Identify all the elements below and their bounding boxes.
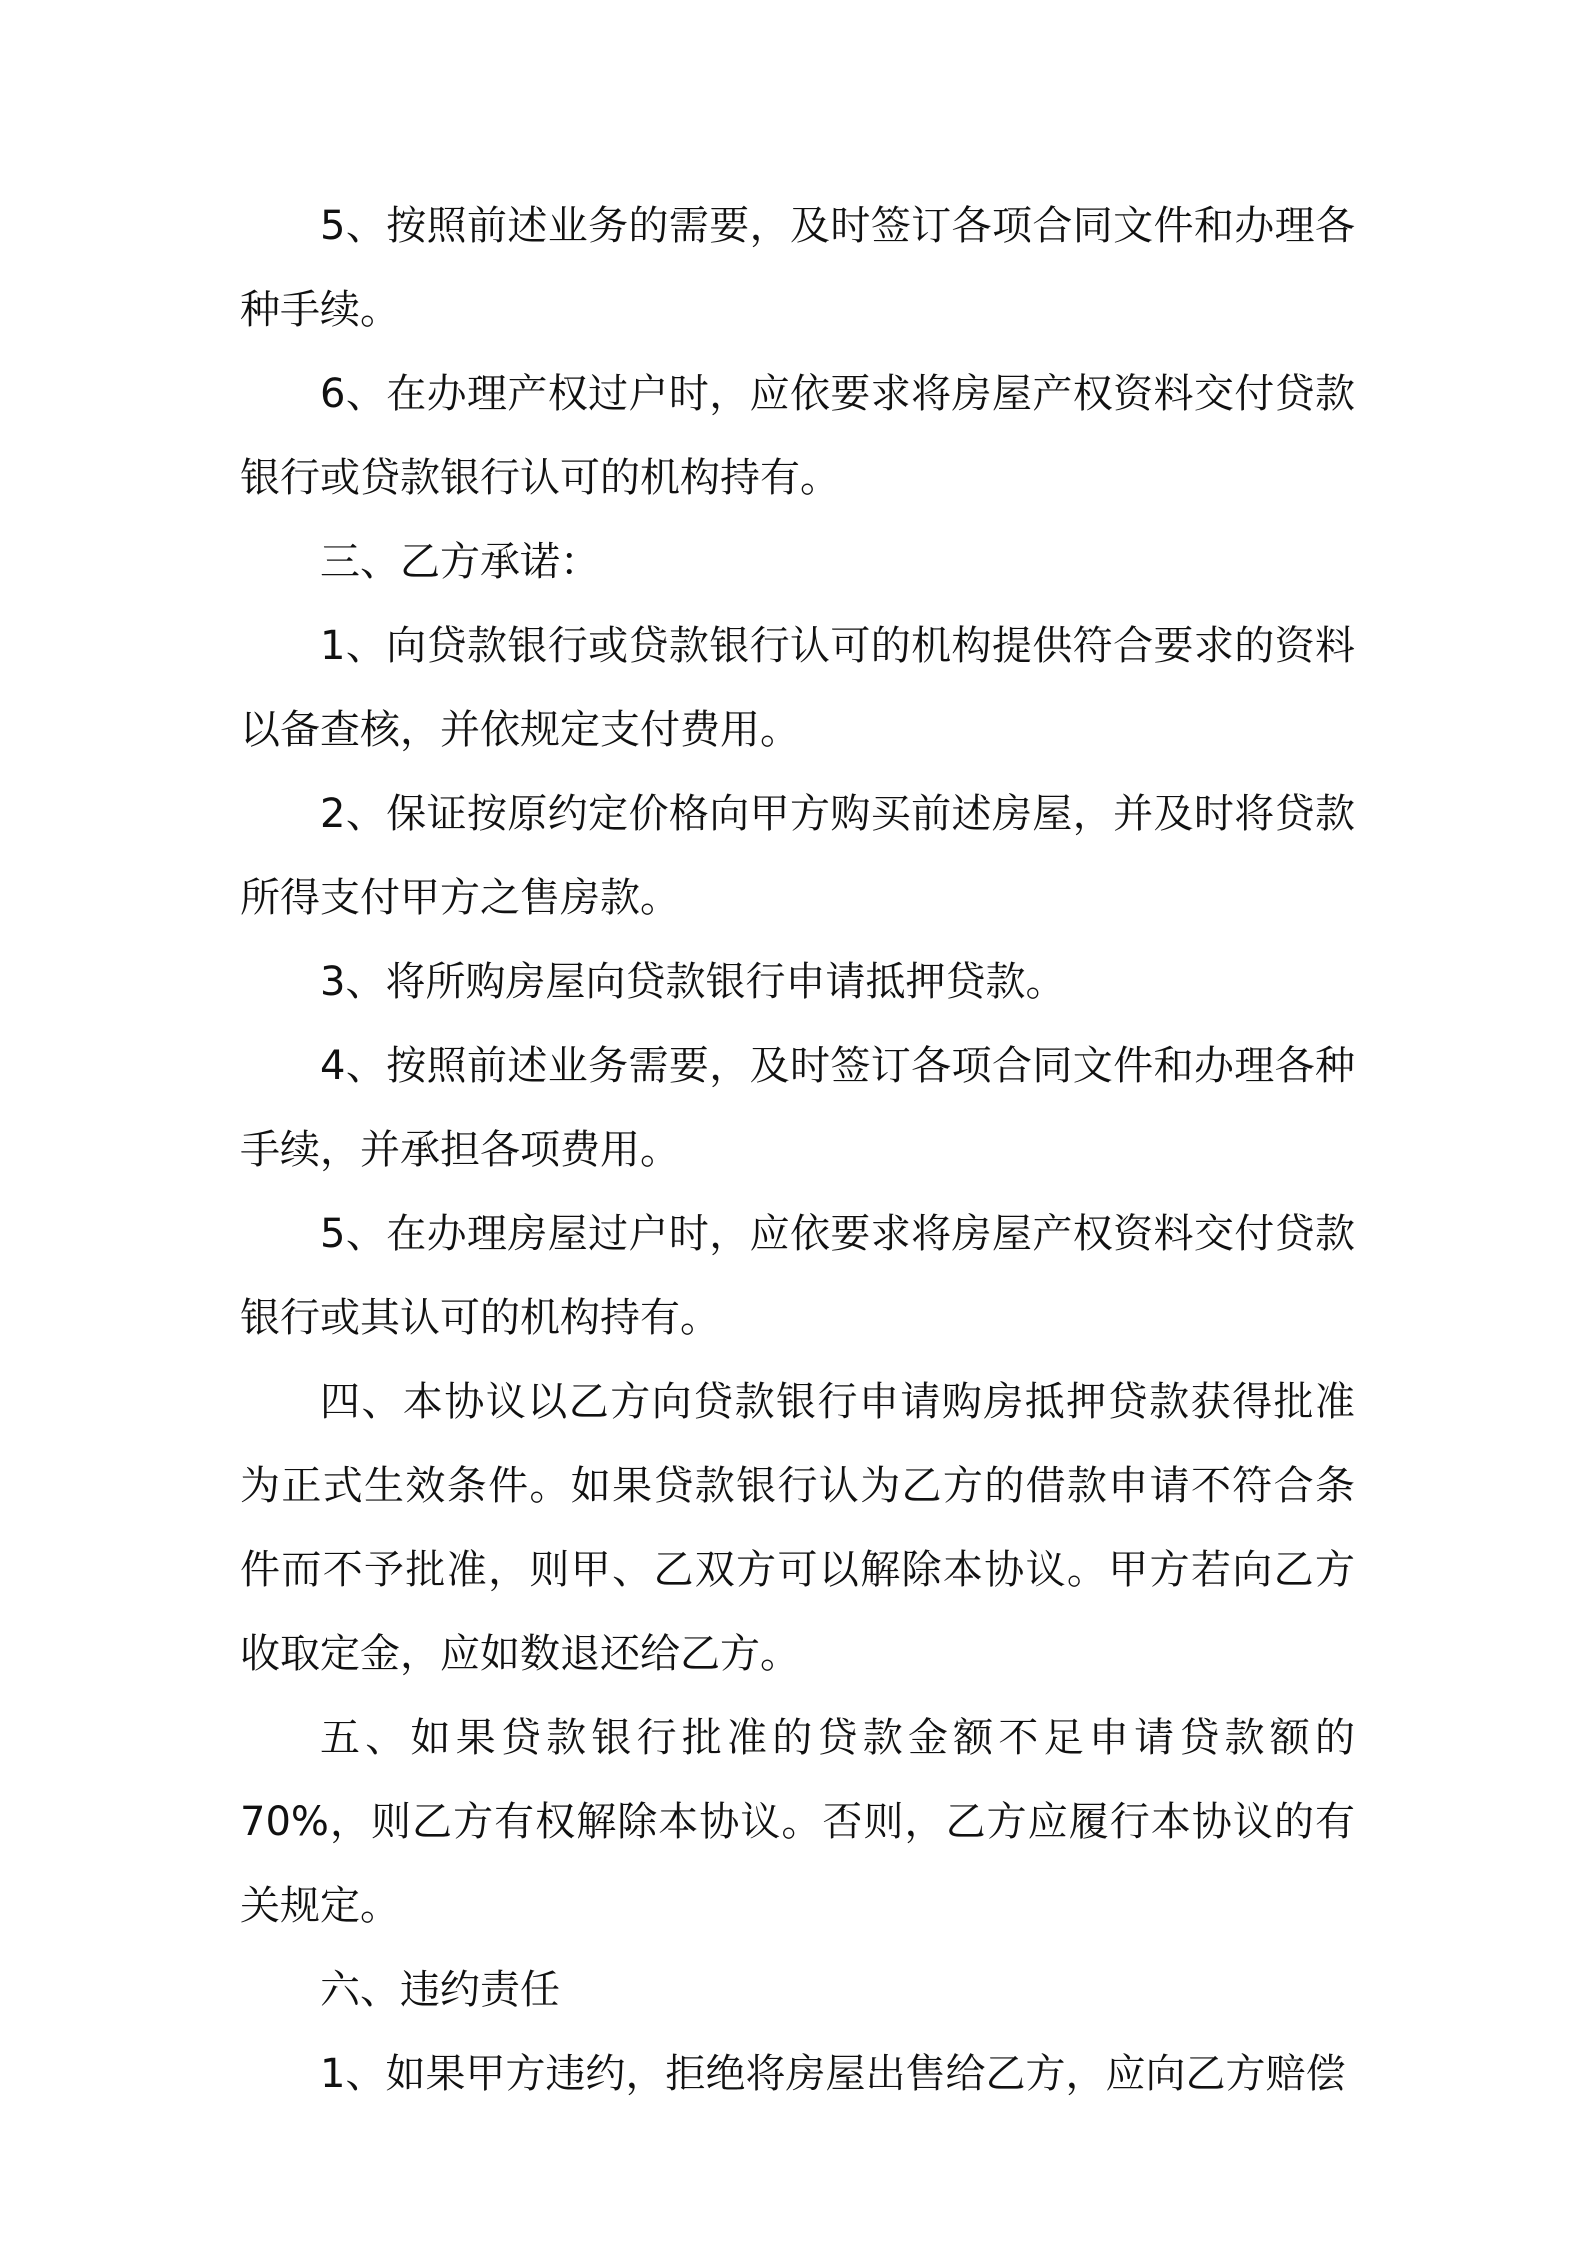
paragraph: 4、按照前述业务需要，及时签订各项合同文件和办理各种手续，并承担各项费用。 (240, 1043, 1355, 1173)
paragraph: 2、保证按原约定价格向甲方购买前述房屋，并及时将贷款所得支付甲方之售房款。 (240, 791, 1355, 921)
document-page (240, 184, 1355, 2116)
section-heading: 三、乙方承诺： (320, 539, 600, 585)
paragraph: 1、向贷款银行或贷款银行认可的机构提供符合要求的资料以备查核，并依规定支付费用。 (240, 623, 1355, 753)
paragraph: 6、在办理产权过户时，应依要求将房屋产权资料交付贷款银行或贷款银行认可的机构持有。 (240, 371, 1355, 501)
paragraph: 5、按照前述业务的需要，及时签订各项合同文件和办理各种手续。 (240, 203, 1355, 333)
paragraph: 5、在办理房屋过户时，应依要求将房屋产权资料交付贷款银行或其认可的机构持有。 (240, 1211, 1355, 1341)
section-paragraph: 五、如果贷款银行批准的贷款金额不足申请贷款额的 70%，则乙方有权解除本协议。否则，乙方应履行本协议的有关规定。 (240, 1715, 1355, 1929)
section-heading: 六、违约责任 (320, 1967, 560, 2013)
section-paragraph: 四、本协议以乙方向贷款银行申请购房抵押贷款获得批准为正式生效条件。如果贷款银行认为乙方的借款申请不符合条件而不予批准，则甲、乙双方可以解除本协议。甲方若向乙方收取定金，应如数退还给乙方。 (240, 1379, 1355, 1677)
paragraph: 3、将所购房屋向贷款银行申请抵押贷款。 (320, 959, 1066, 1005)
paragraph: 1、如果甲方违约，拒绝将房屋出售给乙方，应向乙方赔偿 (320, 2051, 1346, 2097)
